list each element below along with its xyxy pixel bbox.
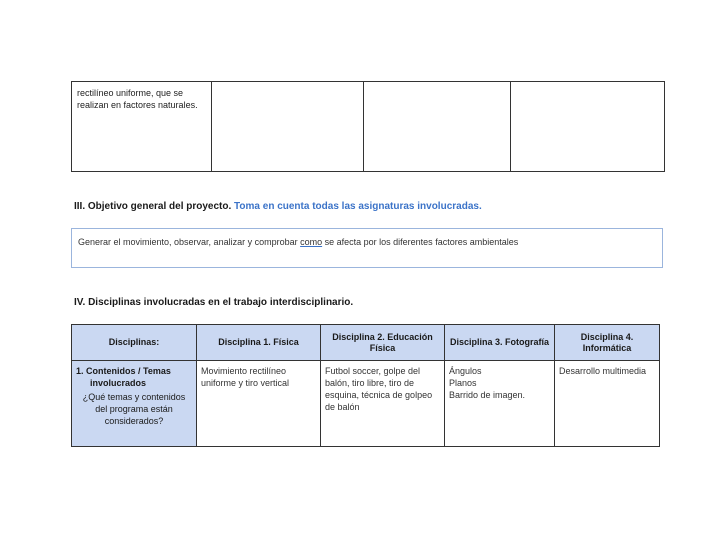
table-cell-empty	[212, 82, 364, 172]
section-heading-objective	[74, 201, 482, 212]
list-item: Ángulos	[449, 366, 482, 376]
row-header-question: ¿Qué temas y contenidos del programa están considerados?	[82, 392, 186, 426]
section-hint: Toma en cuenta todas las asignaturas involucradas.	[234, 201, 482, 212]
row-header-line: involucrados	[90, 378, 147, 388]
list-item: Planos	[449, 378, 477, 388]
header-disciplina-4: Disciplina 4. Informática	[555, 325, 660, 361]
table-header-row	[72, 325, 660, 361]
row-header-contenidos	[72, 361, 197, 447]
header-disciplina-1: Disciplina 1. Física	[197, 325, 321, 361]
table-cell-empty	[511, 82, 665, 172]
cell-educacion-fisica: Futbol soccer, golpe del balón, tiro libre, tiro de esquina, técnica de golpeo de balón	[321, 361, 445, 447]
objective-text-box	[71, 228, 663, 268]
cell-fotografia	[445, 361, 555, 447]
section-title: III. Objetivo general del proyecto.	[74, 201, 232, 212]
table-row	[72, 82, 665, 172]
cell-informatica: Desarrollo multimedia	[555, 361, 660, 447]
section-heading-disciplines	[74, 297, 353, 308]
header-disciplinas: Disciplinas:	[72, 325, 197, 361]
objective-text-part: Generar el movimiento, observar, analizar y comprobar	[78, 237, 301, 247]
section-title: IV. Disciplinas involucradas en el trabajo interdisciplinario.	[74, 297, 354, 308]
row-header-line: 1. Contenidos / Temas	[76, 366, 171, 376]
previous-table-fragment	[71, 81, 665, 172]
table-cell: rectilíneo uniforme, que se realizan en factores naturales.	[72, 82, 212, 172]
header-disciplina-3: Disciplina 3. Fotografía	[445, 325, 555, 361]
objective-text-part: se afecta por los diferentes factores ambientales	[322, 237, 519, 247]
table-cell-empty	[364, 82, 511, 172]
list-item: Barrido de imagen.	[449, 390, 526, 400]
header-disciplina-2: Disciplina 2. Educación Física	[321, 325, 445, 361]
objective-text-underlined: como	[300, 237, 323, 247]
cell-fisica: Movimiento rectilíneo uniforme y tiro vertical	[197, 361, 321, 447]
disciplines-table	[71, 324, 660, 447]
table-row	[72, 361, 660, 447]
